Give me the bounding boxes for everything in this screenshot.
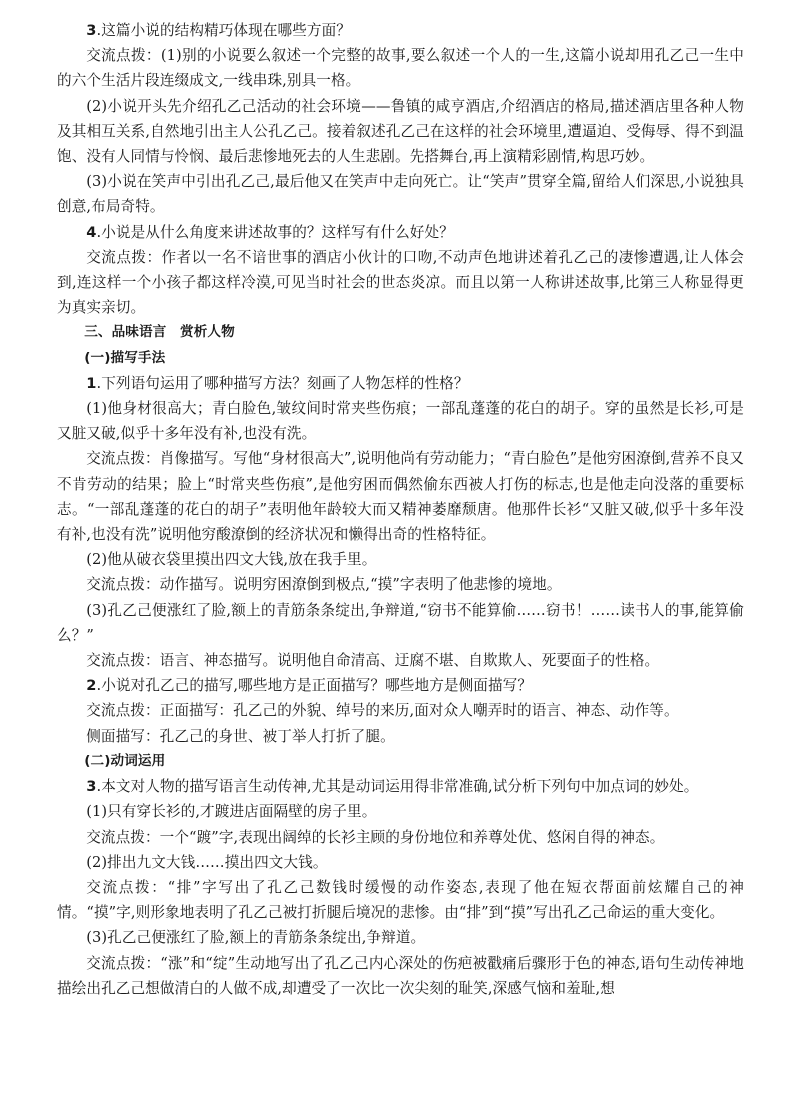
answer-paragraph: 侧面描写：孔乙己的身世、被丁举人打折了腿。 <box>86 727 395 745</box>
example-sentence: (3)孔乙己便涨红了脸,额上的青筋条条绽出,争辩道。 <box>86 929 426 947</box>
answer-paragraph: (2)小说开头先介绍孔乙己活动的社会环境——鲁镇的咸亨酒店,介绍酒店的格局,描述酒店里各种人物及其相互关系,自然地引出主人公孔乙己。接着叙述孔乙己在这样的社会环境里,遭逼迫、受侮辱、得不到温饱、没有人同情与怜悯、最后悲惨地死去的人生悲剧。先搭舞台,再上演精彩剧情,构思巧妙。 <box>57 97 744 166</box>
section-heading: 三、品味语言 赏析人物 <box>84 324 235 341</box>
answer-paragraph: 交流点拨：“排”字写出了孔乙己数钱时缓慢的动作姿态,表现了他在短衣帮面前炫耀自己的神情。“摸”字,则形象地表明了孔乙己被打折腿后境况的悲惨。由“排”到“摸”写出孔乙己命运的重大变化。 <box>57 878 744 922</box>
question-text: .下列语句运用了哪种描写方法？刻画了人物怎样的性格？ <box>96 374 469 392</box>
example-sentence: (1)只有穿长衫的,才踱进店面隔壁的房子里。 <box>86 803 377 821</box>
question-text: .这篇小说的结构精巧体现在哪些方面？ <box>96 22 351 39</box>
answer-paragraph: 交流点拨：“涨”和“绽”生动地写出了孔乙己内心深处的伤疤被戳痛后骤形于色的神态,语句生动传神地描绘出孔乙己想做清白的人做不成,却遭受了一次比一次尖刻的耻笑,深感气恼和羞耻,想 <box>57 954 744 997</box>
question-2 <box>57 673 744 698</box>
answer-paragraph: 交流点拨：作者以一名不谙世事的酒店小伙计的口吻,不动声色地讲述着孔乙己的凄惨遭遇,让人体会到,连这样一个小孩子都这样冷漠,可见当时社会的世态炎凉。而且以第一人称讲述故事,比第三人称显得更为真实亲切。 <box>57 248 744 317</box>
question-number: 3 <box>86 22 97 39</box>
question-3b <box>57 774 744 799</box>
example-sentence: (2)排出九文大钱……摸出四文大钱。 <box>86 853 328 871</box>
answer-paragraph: 交流点拨：一个“踱”字,表现出阔绰的长衫主顾的身份地位和养尊处优、悠闲自得的神态。 <box>86 828 665 846</box>
question-number: 2 <box>86 677 97 695</box>
example-sentence: (2)他从破衣袋里摸出四文大钱,放在我手里。 <box>86 551 377 569</box>
subsection-heading: (二)动词运用 <box>84 752 166 769</box>
question-text: .小说对孔乙己的描写,哪些地方是正面描写？哪些地方是侧面描写？ <box>96 677 533 695</box>
answer-paragraph: 交流点拨：语言、神态描写。说明他自命清高、迂腐不堪、自欺欺人、死要面子的性格。 <box>86 652 660 670</box>
question-number: 4 <box>86 223 97 241</box>
question-text: .本文对人物的描写语言生动传神,尤其是动词运用得非常准确,试分析下列句中加点词的妙处。 <box>96 778 699 796</box>
question-number: 1 <box>86 374 97 392</box>
question-4 <box>57 220 744 245</box>
answer-paragraph: 交流点拨：动作描写。说明穷困潦倒到极点,“摸”字表明了他悲惨的境地。 <box>86 576 562 594</box>
answer-paragraph: (3)小说在笑声中引出孔乙己,最后他又在笑声中走向死亡。让“笑声”贯穿全篇,留给人们深思,小说独具创意,布局奇特。 <box>57 173 744 216</box>
subsection-heading: (一)描写手法 <box>84 349 166 366</box>
question-text: .小说是从什么角度来讲述故事的？这样写有什么好处？ <box>96 223 454 241</box>
example-sentence: (3)孔乙己便涨红了脸,额上的青筋条条绽出,争辩道,“窃书不能算偷……窃书！……读书人的事,能算偷么？” <box>57 601 744 644</box>
answer-paragraph: 交流点拨：正面描写：孔乙己的外貌、绰号的来历,面对众人嘲弄时的语言、神态、动作等。 <box>86 702 679 720</box>
answer-paragraph: 交流点拨：(1)别的小说要么叙述一个完整的故事,要么叙述一个人的一生,这篇小说却用孔乙己一生中的六个生活片段连缀成文,一线串珠,别具一格。 <box>57 47 744 90</box>
question-3 <box>57 18 744 43</box>
example-sentence: (1)他身材很高大；青白脸色,皱纹间时常夹些伤痕；一部乱蓬蓬的花白的胡子。穿的虽然是长衫,可是又脏又破,似乎十多年没有补,也没有洗。 <box>57 400 744 443</box>
question-number: 3 <box>86 778 97 796</box>
answer-paragraph: 交流点拨：肖像描写。写他“身材很高大”,说明他尚有劳动能力；“青白脸色”是他穷困潦倒,营养不良又不肯劳动的结果；脸上“时常夹些伤痕”,是他穷困而偶然偷东西被人打伤的标志,也是他走向没落的重要标志。“一部乱蓬蓬的花白的胡子”表明他年龄较大而又精神萎靡颓唐。他那件长衫“又脏又破,似乎十多年没有补,也没有洗”说明他穷酸潦倒的经济状况和懒得出奇的性格特征。 <box>57 450 744 544</box>
question-1 <box>57 371 744 396</box>
